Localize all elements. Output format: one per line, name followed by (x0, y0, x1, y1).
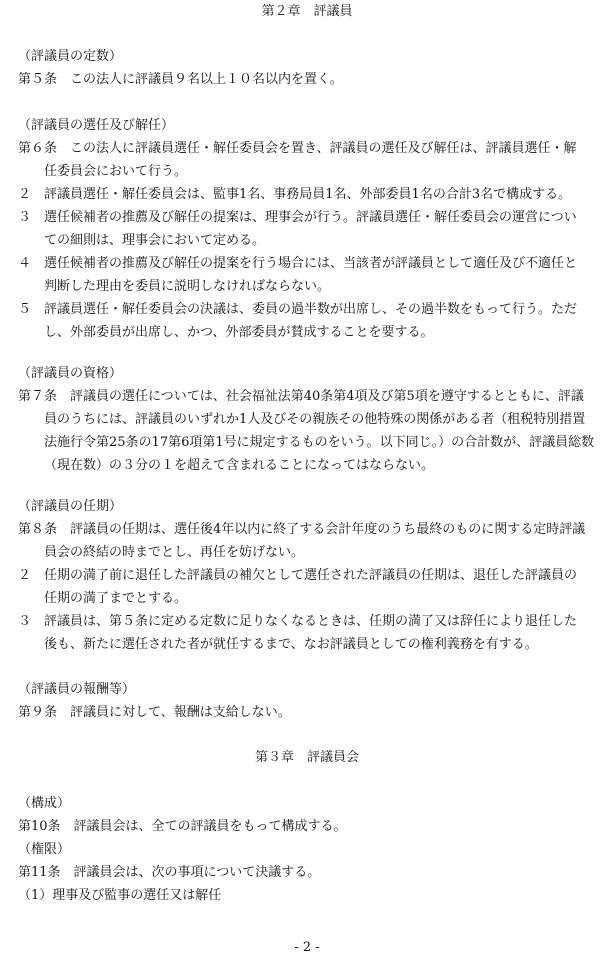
article-6-para-3-number: ３ (18, 210, 32, 225)
article-8-para-3-line-2: 後も、新たに選任された者が就任するまで、なお評議員としての権利義務を有する。 (44, 637, 538, 652)
article-7-line-1: 第７条 評議員の選任については、社会福祉法第40条第4項及び第5項を遵守するとともに、評議 (18, 389, 584, 404)
section-heading-senin: （評議員の選任及び解任） (18, 118, 175, 133)
article-6-para-4-line-1: 選任候補者の推薦及び解任の提案を行う場合には、当該者が評議員として適任及び不適任と (44, 256, 578, 271)
article-8-para-2-line-1: 任期の満了前に退任した評議員の補欠として選任された評議員の任期は、退任した評議員の (44, 568, 578, 583)
article-8-line-2: 員会の終結の時までとし、再任を妨げない。 (44, 545, 305, 560)
article-6-para-4-number: ４ (18, 256, 32, 271)
article-6-para-2: 評議員選任・解任委員会は、監事1名、事務局員1名、外部委員1名の合計3名で構成する。 (44, 187, 572, 202)
chapter-3-title: 第３章 評議員会 (254, 750, 359, 765)
article-6-para-3-line-2: ての細則は、理事会において定める。 (44, 233, 266, 248)
article-8-para-3-line-1: 評議員は、第５条に定める定数に足りなくなるときは、任期の満了又は辞任により退任した (44, 614, 578, 629)
article-11: 第11条 評議員会は、次の事項について決議する。 (18, 865, 321, 880)
article-5: 第５条 この法人に評議員９名以上１０名以内を置く。 (18, 72, 343, 87)
chapter-2-title: 第２章 評議員 (261, 4, 353, 19)
article-6-para-4-line-2: 判断した理由を委員に説明しなければならない。 (44, 279, 331, 294)
article-6-para-5-line-1: 評議員選任・解任委員会の決議は、委員の過半数が出席し、その過半数をもって行う。ただ (44, 302, 578, 317)
article-6-para-5-number: ５ (18, 302, 32, 317)
article-7-line-4: （現在数）の３分の１を超えて含まれることになってはならない。 (44, 458, 435, 473)
section-heading-shikaku: （評議員の資格） (18, 366, 123, 381)
article-6-line-2: 任委員会において行う。 (44, 164, 188, 179)
article-8-para-2-line-2: 任期の満了までとする。 (44, 591, 188, 606)
article-9: 第９条 評議員に対して、報酬は支給しない。 (18, 705, 291, 720)
article-11-item-1: （1）理事及び監事の選任又は解任 (18, 888, 222, 903)
section-heading-kengen: （権限） (18, 842, 71, 857)
page-number: - 2 - (294, 940, 320, 955)
article-6-para-2-number: ２ (18, 187, 32, 202)
article-6-para-5-line-2: し、外部委員が出席し、かつ、外部委員が賛成することを要する。 (44, 325, 434, 340)
article-8-line-1: 第８条 評議員の任期は、選任後4年以内に終了する会計年度のうち最終のものに関する定時評議 (18, 522, 586, 537)
article-8-para-3-number: ３ (18, 614, 32, 629)
section-heading-teisu: （評議員の定数） (18, 49, 123, 64)
article-10: 第10条 評議員会は、全ての評議員をもって構成する。 (18, 819, 347, 834)
section-heading-kosei: （構成） (18, 796, 71, 811)
article-7-line-2: 員のうちには、評議員のいずれか1人及びその親族その他特殊の関係がある者（租税特別措置 (44, 412, 586, 427)
article-6-para-3-line-1: 選任候補者の推薦及び解任の提案は、理事会が行う。評議員選任・解任委員会の運営につい (44, 210, 577, 225)
section-heading-hoshu: （評議員の報酬等） (18, 682, 136, 697)
article-6-line-1: 第６条 この法人に評議員選任・解任委員会を置き、評議員の選任及び解任は、評議員選任・解 (18, 141, 577, 156)
article-7-line-3: 法施行令第25条の17第6項第1号に規定するものをいう。以下同じ。）の合計数が、評議員総数 (44, 435, 595, 450)
article-8-para-2-number: ２ (18, 568, 32, 583)
section-heading-ninki: （評議員の任期） (18, 499, 123, 514)
